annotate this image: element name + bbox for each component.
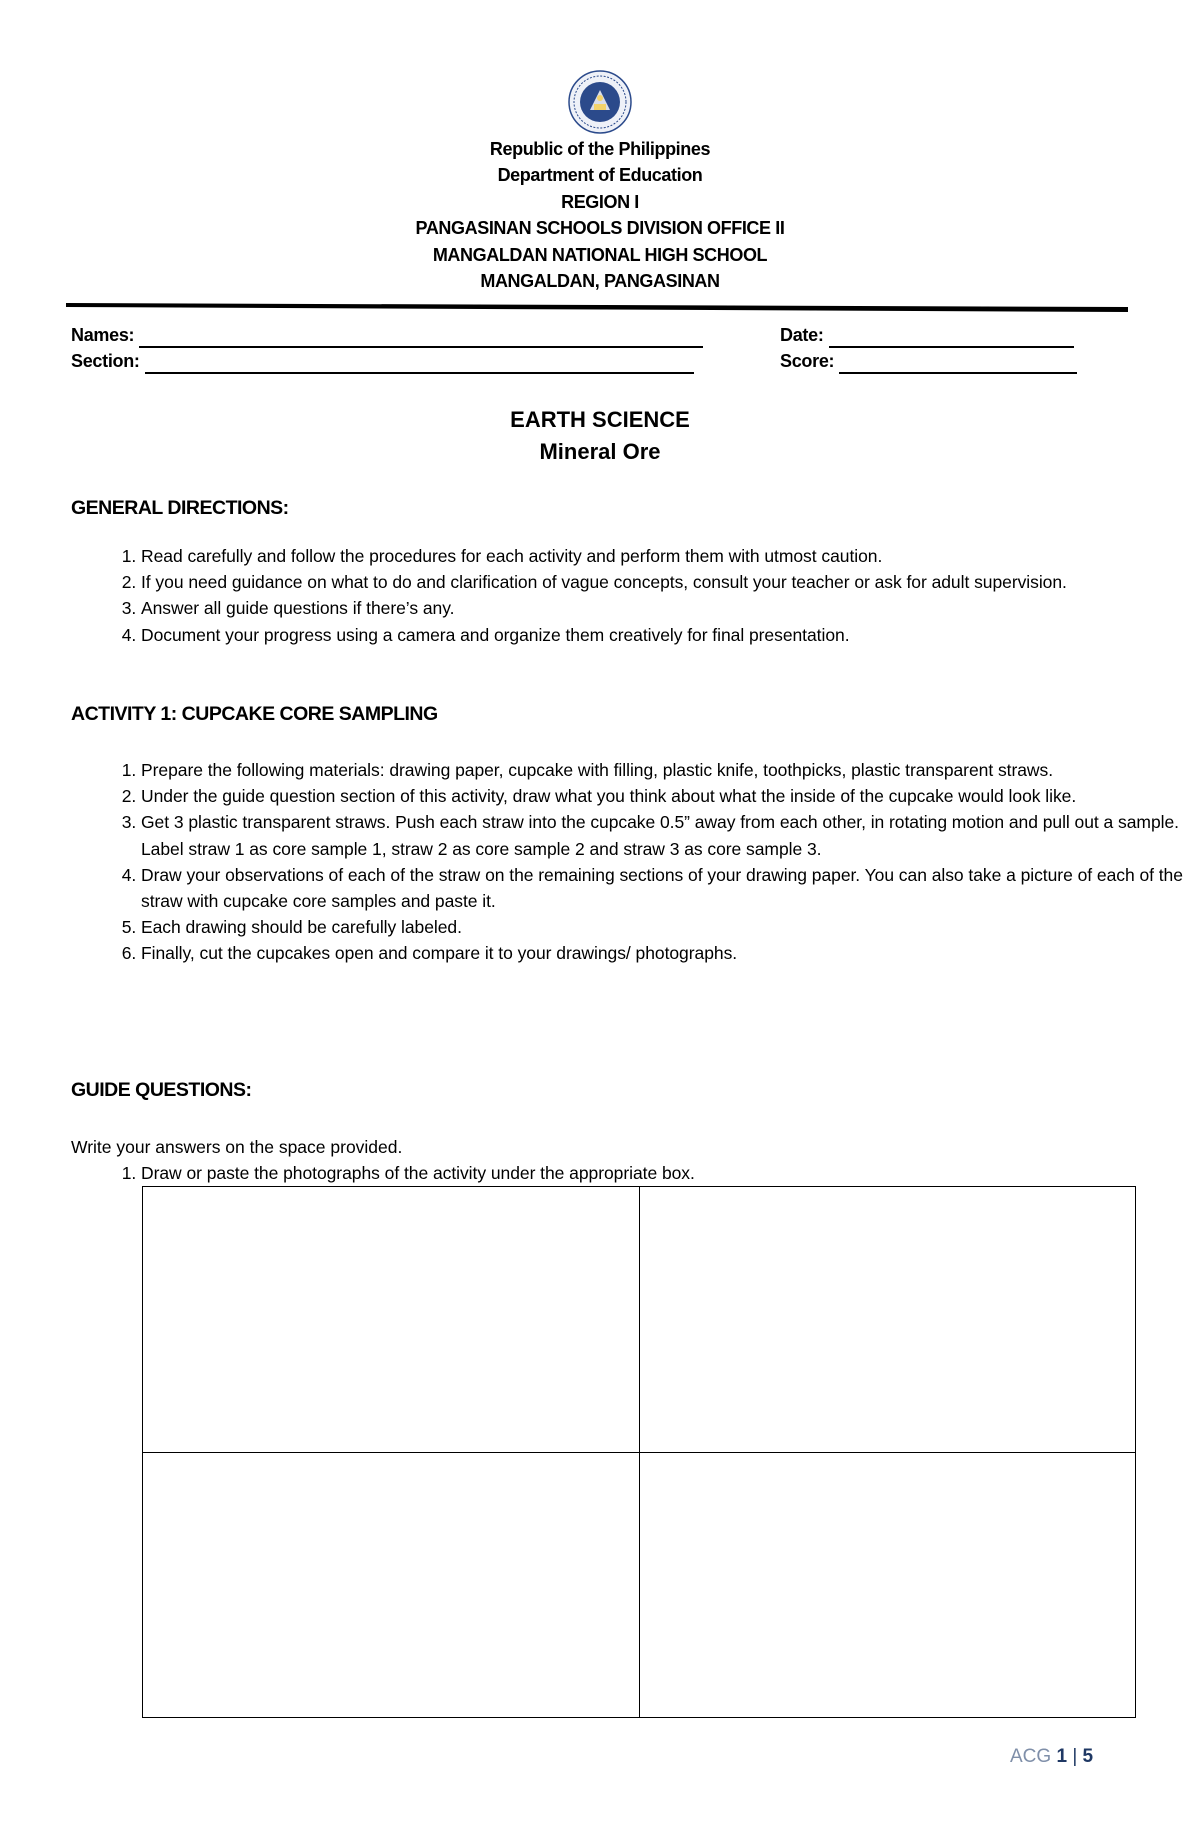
header-divider — [66, 303, 1128, 312]
topic-title: Mineral Ore — [539, 439, 661, 464]
score-blank[interactable] — [839, 355, 1077, 374]
section-blank[interactable] — [145, 355, 694, 374]
names-label: Names: — [71, 325, 135, 345]
date-score-fields — [780, 322, 1140, 374]
guide-questions-heading: GUIDE QUESTIONS: — [71, 1079, 252, 1101]
footer-page-number: 1 — [1056, 1746, 1068, 1767]
header-line-division: PANGASINAN SCHOOLS DIVISION OFFICE II — [415, 218, 785, 239]
footer-separator: | — [1072, 1746, 1078, 1767]
names-blank[interactable] — [139, 329, 703, 348]
answer-box-1[interactable] — [143, 1187, 640, 1453]
guide-questions-intro: Write your answers on the space provided. — [71, 1137, 403, 1157]
list-item: 2. Under the guide question section of this activity, draw what you think about what the inside of the cupcake would look like. — [141, 783, 1200, 809]
names-field[interactable] — [71, 322, 721, 348]
score-label: Score: — [780, 351, 835, 371]
activity-heading: ACTIVITY 1: CUPCAKE CORE SAMPLING — [71, 703, 438, 725]
section-field[interactable] — [71, 348, 721, 374]
list-item: 1. Prepare the following materials: drawing paper, cupcake with filling, plastic knife, toothpicks, plastic transparent straws. — [141, 757, 1200, 783]
school-header — [0, 136, 1200, 294]
header-line-republic: Republic of the Philippines — [489, 139, 711, 159]
general-directions-list — [71, 543, 1200, 648]
date-label: Date: — [780, 325, 824, 345]
header-line-department: Department of Education — [497, 165, 703, 186]
list-item: 1. Read carefully and follow the procedures for each activity and perform them with utmost caution. — [141, 543, 1200, 569]
list-item: 5. Each drawing should be carefully labeled. — [141, 914, 1200, 940]
header-line-address: MANGALDAN, PANGASINAN — [480, 271, 720, 292]
answer-box-4[interactable] — [639, 1452, 1136, 1718]
answer-box-2[interactable] — [639, 1187, 1136, 1453]
list-item: 4. Draw your observations of each of the straw on the remaining sections of your drawing paper. You can also take a picture of each of the straw with cupcake core samples and paste it. — [141, 862, 1200, 914]
list-item: 4. Document your progress using a camera and organize them creatively for final presentation. — [141, 622, 1200, 648]
list-item: 2. If you need guidance on what to do and clarification of vague concepts, consult your teacher or ask for adult supervision. — [141, 569, 1200, 595]
answer-box-3[interactable] — [143, 1452, 640, 1718]
section-label: Section: — [71, 351, 140, 371]
guide-questions-list — [71, 1160, 1200, 1186]
list-item: 3. Answer all guide questions if there’s any. — [141, 595, 1200, 621]
general-directions-heading: GENERAL DIRECTIONS: — [71, 497, 289, 519]
footer-page-total: 5 — [1082, 1746, 1094, 1767]
list-item: 3. Get 3 plastic transparent straws. Push each straw into the cupcake 0.5” away from each other, in rotating motion and pull out a sample. Label straw 1 as core sample 1, straw 2 as core sample 2 and straw 3 as core sample 3. — [141, 809, 1200, 861]
activity-procedure-list — [71, 757, 1200, 967]
document-title — [0, 404, 1200, 468]
header-line-region: REGION I — [561, 191, 639, 212]
header-line-school: MANGALDAN NATIONAL HIGH SCHOOL — [432, 244, 768, 265]
answer-boxes-table — [142, 1186, 1136, 1718]
student-fields — [71, 322, 721, 374]
list-item: 1. Draw or paste the photographs of the activity under the appropriate box. — [141, 1160, 1200, 1186]
page-footer — [1010, 1746, 1093, 1768]
date-blank[interactable] — [829, 329, 1074, 348]
footer-initials: ACG — [1010, 1746, 1052, 1767]
score-field[interactable] — [780, 348, 1140, 374]
deped-seal-logo — [568, 70, 632, 134]
date-field[interactable] — [780, 322, 1140, 348]
subject-title: EARTH SCIENCE — [510, 407, 690, 432]
list-item: 6. Finally, cut the cupcakes open and compare it to your drawings/ photographs. — [141, 940, 1200, 966]
